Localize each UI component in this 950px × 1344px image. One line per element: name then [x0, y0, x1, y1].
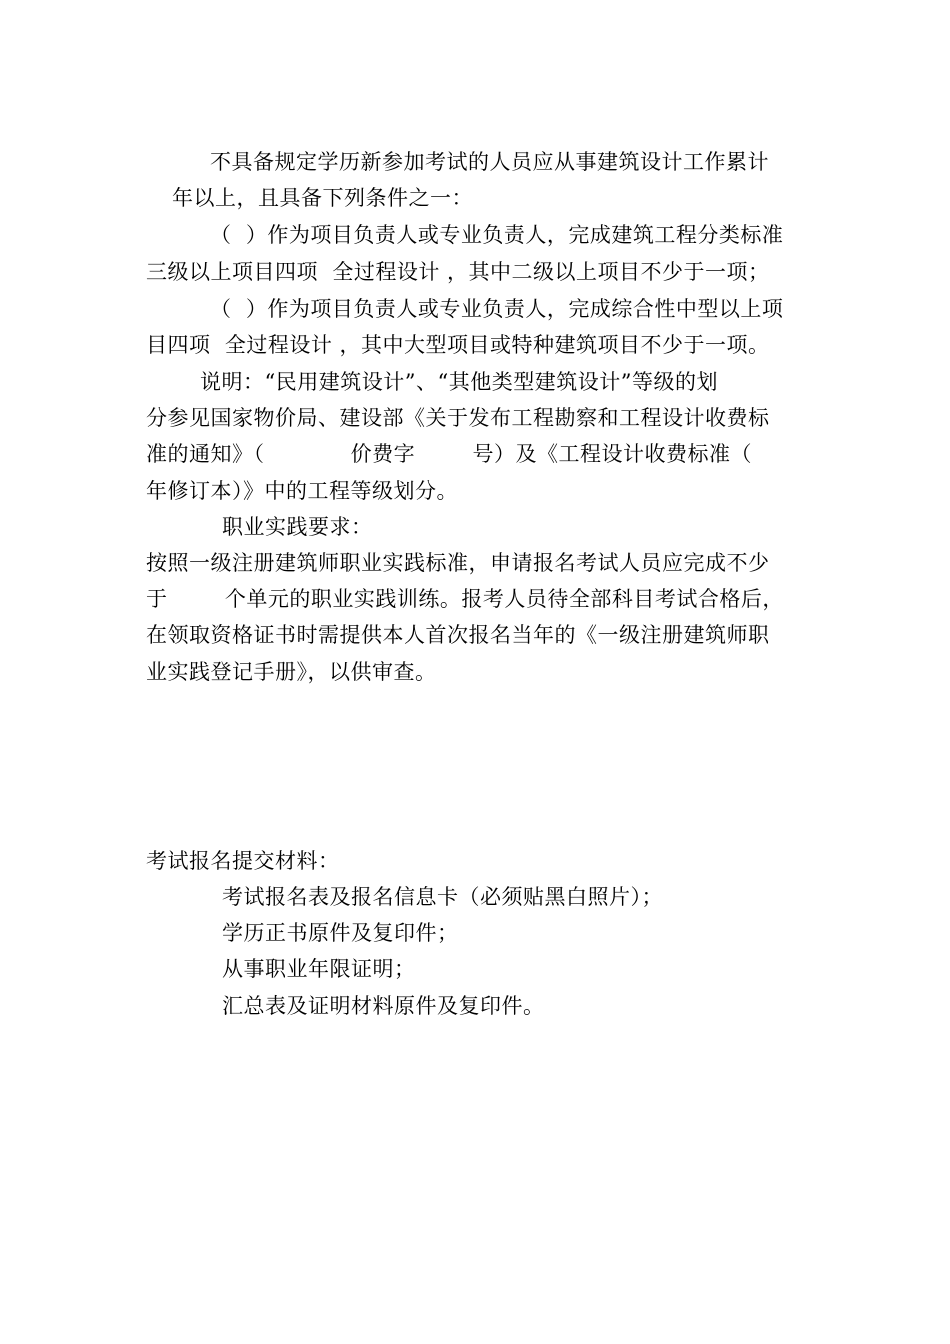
text-line: 分参见国家物价局、建设部《关于发布工程勘察和工程设计收费标 [146, 406, 770, 430]
text-line: （ ）作为项目负责人或专业负责人，完成综合性中型以上项 [210, 297, 784, 321]
text-line: 业实践登记手册》，以供审查。 [146, 660, 437, 684]
text-line: 目四项 全过程设计 ，其中大型项目或特种建筑项目不少于一项。 [146, 333, 770, 357]
text-line: 于 个单元的职业实践训练。报考人员待全部科目考试合格后， [146, 587, 784, 611]
list-item: 汇总表及证明材料原件及复印件。 [222, 994, 545, 1018]
text-line: （ ）作为项目负责人或专业负责人，完成建筑工程分类标准 [210, 223, 784, 247]
list-item: 学历正书原件及复印件； [222, 921, 459, 945]
text-line: 在领取资格证书时需提供本人首次报名当年的《一级注册建筑师职 [146, 623, 770, 647]
section-heading: 考试报名提交材料： [146, 849, 340, 873]
section-heading: 职业实践要求： [222, 515, 373, 539]
list-item: 考试报名表及报名信息卡（必须贴黑白照片）； [222, 885, 663, 909]
list-item: 从事职业年限证明； [222, 957, 416, 981]
text-line: 年修订本）》中的工程等级划分。 [146, 479, 458, 503]
text-line: 准的通知》（ 价费字 号）及《工程设计收费标准（ [146, 442, 753, 466]
text-line: 年以上，且具备下列条件之一： [172, 186, 473, 210]
text-line: 三级以上项目四项 全过程设计 ，其中二级以上项目不少于一项； [146, 260, 770, 284]
text-line: 按照一级注册建筑师职业实践标准，申请报名考试人员应完成不少 [146, 551, 770, 575]
text-line: 不具备规定学历新参加考试的人员应从事建筑设计工作累计 [210, 150, 769, 174]
text-line: 说明：“民用建筑设计”、“其他类型建筑设计”等级的划 [200, 370, 718, 394]
